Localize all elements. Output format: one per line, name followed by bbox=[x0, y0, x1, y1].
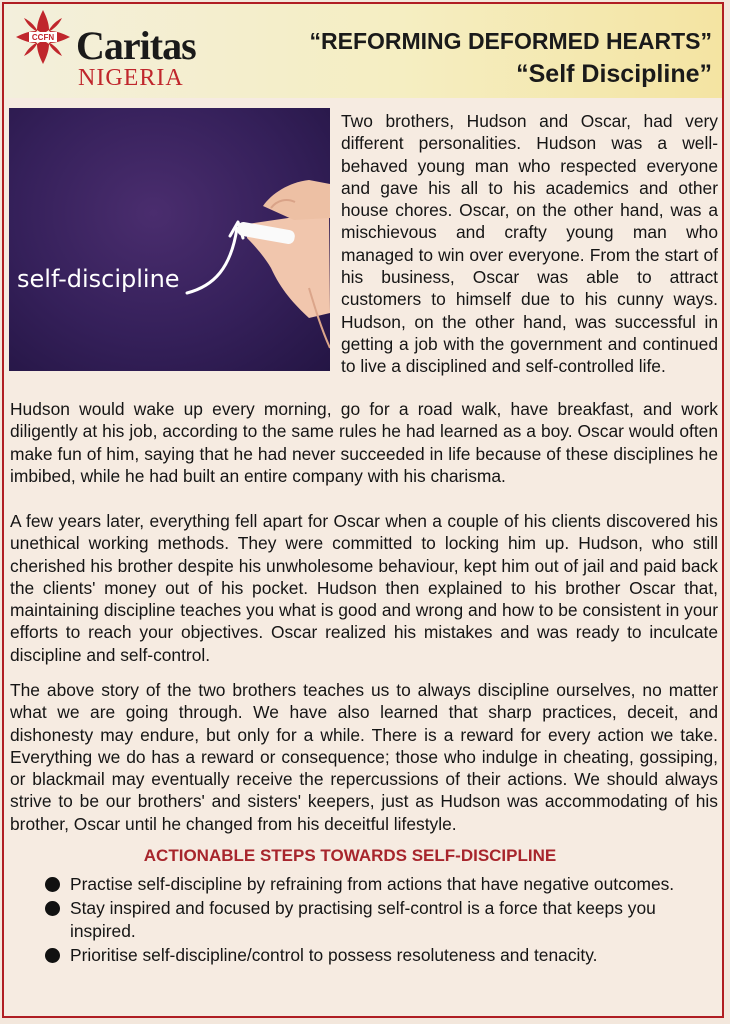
logo-cross-text: CCFN bbox=[31, 33, 55, 42]
list-item bbox=[44, 873, 684, 895]
chalkboard-illustration bbox=[9, 108, 330, 371]
image-caption: self-discipline bbox=[17, 265, 180, 293]
logo-name: Caritas bbox=[76, 23, 196, 68]
header-banner bbox=[4, 4, 722, 98]
list-item bbox=[44, 897, 684, 942]
page-title: “REFORMING DEFORMED HEARTS” bbox=[309, 28, 712, 54]
story-paragraph-2: Hudson would wake up every morning, go for a road walk, have breakfast, and work diligently at his job, according to the same rules he had learned as a boy. Oscar would often make fun of him, saying that he had never succeeded in life because of these disciplines he imbibed, while he had built an entire company with his charisma. bbox=[10, 399, 718, 486]
steps-list bbox=[44, 873, 684, 968]
caritas-cross-logo bbox=[12, 6, 74, 68]
bullet-icon bbox=[45, 901, 60, 916]
step-text: Prioritise self-discipline/control to possess resoluteness and tenacity. bbox=[70, 944, 598, 965]
bullet-icon bbox=[45, 877, 60, 892]
story-paragraph-4: The above story of the two brothers teaches us to always discipline ourselves, no matter what we are going through. We have also learned that sharp practices, deceit, and dishonesty may endure, but only for a while. There is a reward for every action we take. Everything we do has a reward or consequence; those who indulge in cheating, gossiping, or blackmail may eventually receive the repercussions of their actions. We should always strive to be our brothers' and sisters' keepers, just as Hudson was accommodating of his brother, Oscar until he changed from his deceitful lifestyle. bbox=[10, 680, 718, 834]
step-text: Practise self-discipline by refraining from actions that have negative outcomes. bbox=[70, 874, 675, 894]
page-subtitle: “Self Discipline” bbox=[516, 60, 712, 88]
chalk-arrow-and-hand bbox=[9, 108, 330, 371]
logo-country: NIGERIA bbox=[78, 65, 184, 91]
list-item bbox=[44, 944, 684, 966]
step-text: Stay inspired and focused by practising self-control is a force that keeps you inspired. bbox=[70, 898, 656, 941]
steps-heading: ACTIONABLE STEPS TOWARDS SELF-DISCIPLINE bbox=[143, 846, 557, 865]
story-paragraph-1: Two brothers, Hudson and Oscar, had very different personalities. Hudson was a well-behaved young man who respected everyone and gave his all to his academics and other house chores. Oscar, on the other hand, was a mischievous and crafty young man who managed to win over everyone. From the start of his business, Oscar was able to attract customers to himself due to his cunny ways. Hudson, on the other hand, was successful in getting a job with the government and continued to live a disciplined and self-controlled life. bbox=[341, 111, 718, 377]
bullet-icon bbox=[45, 948, 60, 963]
story-paragraph-3: A few years later, everything fell apart for Oscar when a couple of his clients discovered his unethical working methods. They were committed to locking him up. Hudson, who still cherished his brother despite his unwholesome behaviour, kept him out of jail and paid back the clients' money out of his pocket. Hudson then explained to his brother Oscar that, maintaining discipline teaches you what is good and wrong and how to be consistent in your efforts to reach your objectives. Oscar realized his mistakes and was ready to inculcate discipline and self-control. bbox=[10, 511, 718, 665]
